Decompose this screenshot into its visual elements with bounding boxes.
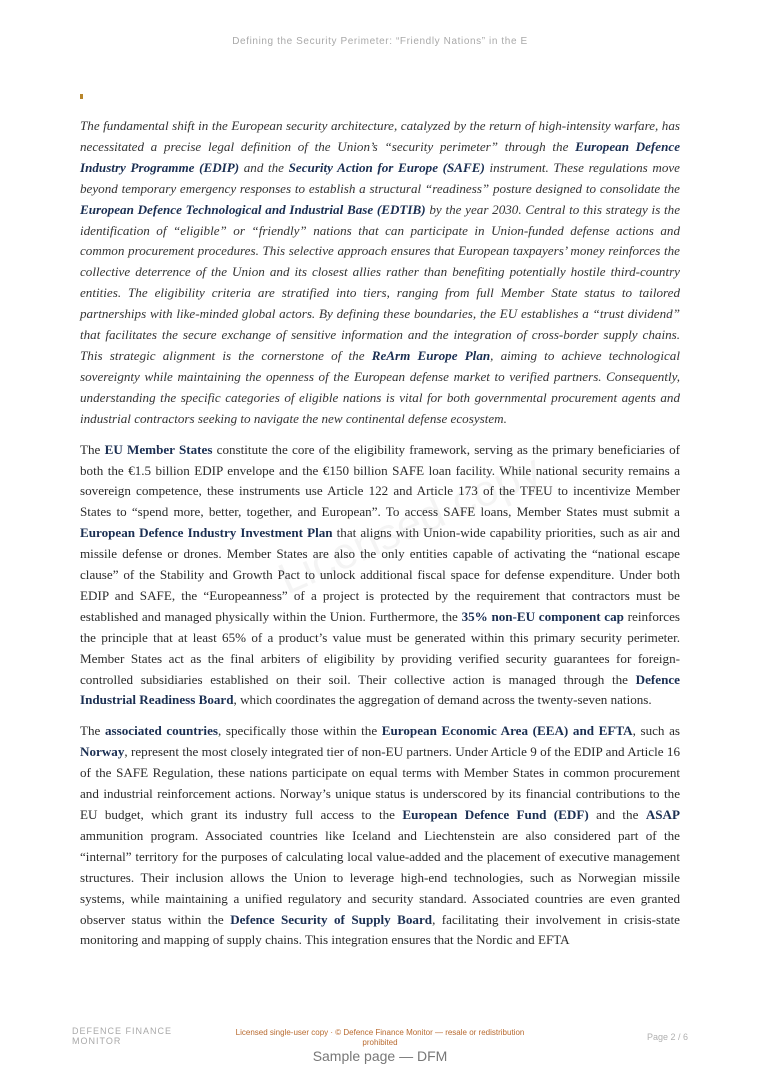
term-asap: ASAP	[645, 807, 681, 822]
term-associated-countries: associated countries	[104, 723, 218, 739]
term-readiness-board: Defence Industrial Readiness Board	[80, 671, 680, 708]
term-supply-board: Defence Security of Supply Board	[230, 911, 433, 927]
text-run: , such as	[632, 723, 681, 739]
text-run: that aligns with Union-wide capability priorities, such as air and missile defense or drones. Member States are also the only entities capable of activating the “national escape clause” of the Stability and Growth Pact to unlock additional fiscal space for defense expenditure. Under both EDIP and SAFE, the “Europeanness” of a project is protected by the requirement that contractors must be established and managed physically within the Union. Furthermore, the	[80, 525, 680, 624]
text-run: constitute the core of the eligibility framework, serving as the primary beneficiaries of both the €1.5 billion EDIP envelope and the €150 billion SAFE loan facility. While national security remains a sovereign competence, these instruments use Article 122 and Article 173 of the TFEU to incentivize Member States to “spend more, better, together, and European”. To access SAFE loans, Member States must submit a	[80, 441, 680, 520]
term-edip: European Defence Industry Programme (EDIP)	[80, 138, 681, 175]
footer-brand-line: DEFENCE FINANCE	[72, 1026, 173, 1036]
sample-label: Sample page — DFM	[312, 1048, 448, 1064]
footer-brand-line: MONITOR	[72, 1036, 122, 1046]
term-safe: Security Action for Europe (SAFE)	[288, 159, 485, 175]
page-number: Page 2 / 6	[646, 1032, 688, 1042]
text-run: , which coordinates the aggregation of demand across the twenty-seven nations.	[233, 692, 652, 708]
term-eu-member-states: EU Member States	[104, 441, 213, 457]
term-edtib: European Defence Technological and Industrial Base (EDTIB)	[80, 201, 426, 217]
article-body	[80, 116, 680, 961]
license-notice: Licensed single-user copy · © Defence Finance Monitor — resale or redistribution prohibited	[235, 1028, 525, 1047]
text-run: and the	[239, 159, 289, 175]
term-norway: Norway	[80, 744, 125, 760]
text-run: reinforces the principle that at least 65% of a product’s value must be generated within this primary security perimeter. Member States act as the final arbiters of eligibility by providing verified security guarantees for foreign-controlled subsidiaries established on their soil. Their collective action is managed through the	[80, 608, 680, 687]
intro-paragraph	[80, 116, 680, 430]
text-run: by the year 2030. Central to this strategy is the identification of “eligible” or “friendly” nations that can participate in Union-funded defense actions and common procurement procedures. This selective approach ensures that European taxpayers’ money reinforces the collective deterrence of the Union and its closest allies rather than benefiting potentially hostile third-country entities. The eligibility criteria are stratified into tiers, ranging from full Member State status to tailored partnerships with like-minded global actors. By defining these boundaries, the EU establishes a “trust dividend” that facilitates the secure exchange of sensitive information and the integration of cross-border supply chains. This strategic alignment is the cornerstone of the	[80, 201, 681, 363]
text-run: , represent the most closely integrated tier of non-EU partners. Under Article 9 of the EDIP and Article 16 of the SAFE Regulation, these nations participate on equal terms with Member States in common procurement and industrial reinforcement actions. Norway’s unique status is underscored by its financial contributions to the EU budget, which grant its industry full access to the	[80, 744, 680, 822]
text-run: , aiming to achieve technological sovereignty while maintaining the openness of the European defense market to verified partners. Consequently, understanding the specific categories of eligible nations is vital for both governmental procurement agents and industrial contractors seeking to navigate the new continental defense ecosystem.	[80, 347, 680, 426]
term-investment-plan: European Defence Industry Investment Plan	[80, 525, 333, 541]
associated-countries-paragraph	[80, 721, 680, 951]
term-edf: European Defence Fund (EDF)	[402, 807, 589, 822]
text-run: The	[80, 441, 105, 457]
text-run: The	[80, 723, 105, 739]
text-run: instrument. These regulations move beyond temporary emergency responses to establish a structural “readiness” posture designed to consolidate the	[80, 159, 680, 196]
section-marker	[80, 94, 83, 99]
text-run: , specifically those within the	[217, 723, 382, 739]
running-header: Defining the Security Perimeter: “Friendly Nations” in the E	[232, 36, 528, 47]
member-states-paragraph	[80, 440, 680, 712]
term-rearm-europe: ReArm Europe Plan	[371, 347, 491, 363]
footer-brand	[72, 1026, 172, 1046]
text-run: The fundamental shift in the European security architecture, catalyzed by the return of high-intensity warfare, has necessitated a precise legal definition of the Union’s “security perimeter” through the	[80, 118, 680, 154]
term-component-cap: 35% non-EU component cap	[461, 608, 624, 624]
text-run: and the	[588, 807, 646, 822]
text-run: ammunition program. Associated countries like Iceland and Liechtenstein are also considered part of the “internal” territory for the purposes of calculating local value-added and the placement of executive management structures. Their inclusion allows the Union to leverage high-end technologies, such as Norwegian missile systems, while maintaining a unified regulatory and security standard. Associated countries are even granted observer status within the	[80, 827, 680, 927]
term-eea-efta: European Economic Area (EEA) and EFTA	[381, 723, 633, 739]
text-run: , facilitating their involvement in crisis-state monitoring and mapping of supply chains. This integration ensures that the Nordic and EFTA	[80, 911, 680, 948]
